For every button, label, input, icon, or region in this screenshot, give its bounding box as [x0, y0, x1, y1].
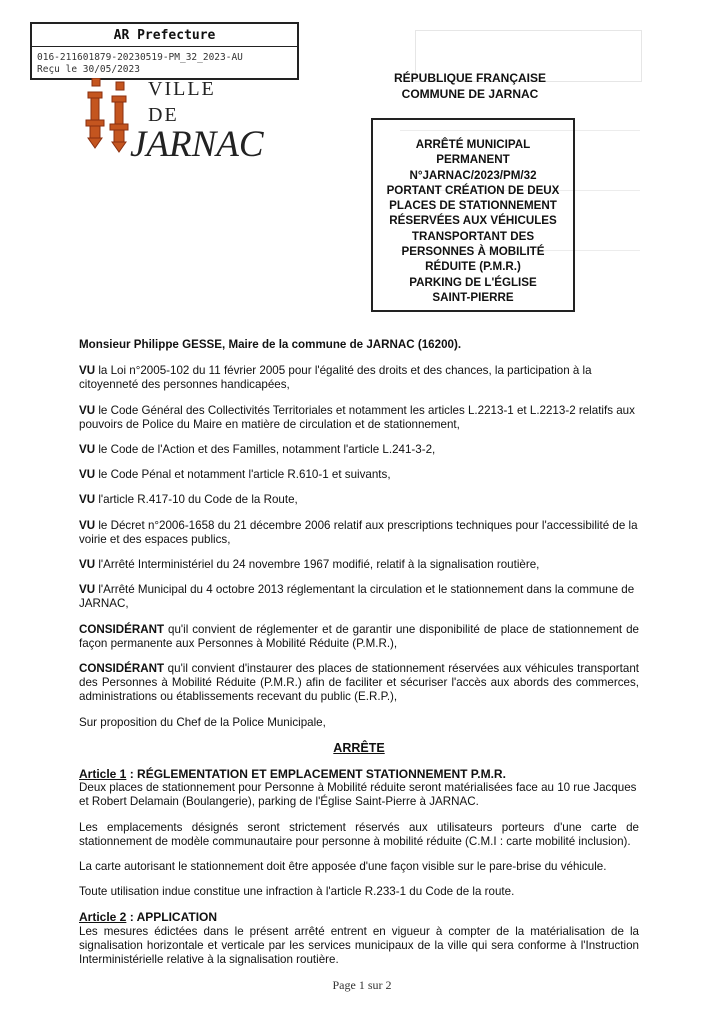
consideration-keyword: VU	[79, 493, 96, 507]
republic-header	[390, 70, 550, 102]
consideration-text: l'Arrêté Municipal du 4 octobre 2013 réglementant la circulation et le stationnement dans la commune de JARNAC,	[79, 583, 635, 611]
decree-title	[379, 137, 567, 305]
decree-title-line: PARKING DE L'ÉGLISE	[409, 275, 537, 289]
article-1-paragraph: Toute utilisation indue constitue une infraction à l'article R.233-1 du Code de la route.	[79, 885, 515, 899]
article-2-heading	[79, 910, 639, 924]
consideration-keyword: VU	[79, 468, 96, 482]
article-1-paragraph: La carte autorisant le stationnement doit être apposée d'une façon visible sur le pare-brise du véhicule.	[79, 860, 607, 874]
decree-body	[79, 338, 639, 978]
decree-heading: ARRÊTE	[333, 740, 385, 755]
decree-title-line: RÉDUITE (P.M.R.)	[425, 260, 521, 274]
article-1-paragraph: Les emplacements désignés seront strictement réservés aux utilisateurs porteurs d'une carte de stationnement de modèle communautaire pour personne à mobilité réduite (C.M.I : carte mobilité inclusion).	[79, 820, 639, 848]
decree-title-line: ARRÊTÉ MUNICIPAL	[415, 138, 531, 151]
consideration-keyword: VU	[79, 443, 96, 457]
mayor-statement: Monsieur Philippe GESSE, Maire de la commune de JARNAC (16200).	[79, 338, 462, 351]
logo-tower-icon	[110, 96, 128, 152]
consideration-text: le Décret n°2006-1658 du 21 décembre 2006 relatif aux prescriptions techniques pour l'accessibilité de la voirie et des espaces publics,	[79, 518, 638, 546]
decree-title-line: N°JARNAC/2023/PM/32	[409, 168, 537, 182]
consideration-keyword: VU	[79, 364, 96, 378]
commune-label: COMMUNE DE JARNAC	[401, 87, 539, 101]
consideration-item	[79, 443, 639, 457]
consideration-text: la Loi n°2005-102 du 11 février 2005 pour l'égalité des droits et des chances, la participation à la citoyenneté des personnes handicapées,	[79, 364, 592, 392]
consideration-item	[79, 468, 639, 482]
decree-title-line: PERMANENT	[436, 153, 510, 167]
consideration-text: le Code Général des Collectivités Territoriales et notamment les articles L.2213-1 et L.2213-2 relatifs aux pouvoirs de Police du Maire en matière de circulation et de stationnement,	[79, 403, 635, 431]
consideration-item	[79, 558, 639, 572]
consideration-item	[79, 662, 639, 705]
logo-de-text: DE	[148, 104, 179, 126]
article-1-title: : RÉGLEMENTATION ET EMPLACEMENT STATIONNEMENT P.M.R.	[126, 767, 506, 782]
page-number: Page 1 sur 2	[332, 978, 392, 992]
consideration-keyword: VU	[79, 558, 96, 572]
consideration-item	[79, 519, 639, 547]
logo-tower-icon	[92, 78, 124, 90]
stamp-title: AR Prefecture	[32, 26, 297, 47]
consideration-text: le Code Pénal et notamment l'article R.610-1 et suivants,	[95, 468, 391, 482]
decree-title-line: PORTANT CRÉATION DE DEUX	[386, 183, 560, 197]
article-2-paragraph: Les mesures édictées dans le présent arrêté entrent en vigueur à compter de la matérialisation de la signalisation horizontale et verticale par les services municipaux de la ville qui sera conforme à l'Instruction Interministérielle relative à la signalisation routière.	[79, 924, 639, 967]
consideration-keyword: VU	[79, 583, 96, 597]
stamp-reference: 016-211601879-20230519-PM_32_2023-AU	[37, 52, 243, 63]
consideration-item	[79, 404, 639, 432]
stamp-received-date: Reçu le 30/05/2023	[37, 64, 140, 75]
decree-title-box	[371, 118, 575, 312]
article-1-heading	[79, 767, 639, 781]
consideration-item	[79, 364, 639, 392]
consideration-keyword: VU	[79, 518, 96, 532]
consideration-text: l'Arrêté Interministériel du 24 novembre 1967 modifié, relatif à la signalisation routière,	[95, 558, 540, 572]
consideration-text: qu'il convient de réglementer et de garantir une disponibilité de place de stationnement de façon permanente aux Personnes à Mobilité Réduite (P.M.R.),	[79, 622, 639, 650]
consideration-keyword: CONSIDÉRANT	[79, 622, 165, 636]
consideration-item	[79, 583, 639, 611]
republic-label: RÉPUBLIQUE FRANÇAISE	[393, 71, 546, 85]
decree-title-line: PLACES DE STATIONNEMENT	[389, 199, 557, 213]
consideration-text: qu'il convient d'instaurer des places de stationnement réservées aux véhicules transportant des Personnes à Mobilité Réduite (P.M.R.) afin de faciliter et sécuriser l'accès aux abords des commerces, administrations ou établissements recevant du public (E.R.P.),	[79, 662, 639, 704]
proposal-statement: Sur proposition du Chef de la Police Municipale,	[79, 715, 326, 729]
consideration-item	[79, 493, 639, 507]
consideration-keyword: CONSIDÉRANT	[79, 662, 165, 676]
article-1-label: Article 1	[79, 767, 127, 782]
consideration-item	[79, 623, 639, 651]
consideration-text: l'article R.417-10 du Code de la Route,	[95, 493, 298, 507]
decree-title-line: TRANSPORTANT DES	[411, 229, 535, 243]
logo-jarnac-text: JARNAC	[130, 124, 264, 165]
decree-title-line: SAINT-PIERRE	[432, 290, 514, 304]
article-2-label: Article 2	[79, 910, 127, 925]
logo-tower-icon	[86, 92, 104, 148]
prefecture-stamp	[30, 22, 299, 80]
decree-title-line: RÉSERVÉES AUX VÉHICULES	[389, 214, 557, 228]
article-1-paragraph: Deux places de stationnement pour Personne à Mobilité réduite seront matérialisées face au 10 rue Jacques et Robert Delamain (Boulangerie), parking de l'Église Saint-Pierre à JARNAC.	[79, 781, 637, 809]
decree-title-line: PERSONNES À MOBILITÉ	[401, 245, 545, 259]
consideration-text: le Code de l'Action et des Familles, notamment l'article L.241-3-2,	[95, 443, 436, 457]
logo-ville-text: VILLE	[148, 78, 216, 100]
consideration-keyword: VU	[79, 403, 96, 417]
article-2-title: : APPLICATION	[126, 910, 218, 925]
